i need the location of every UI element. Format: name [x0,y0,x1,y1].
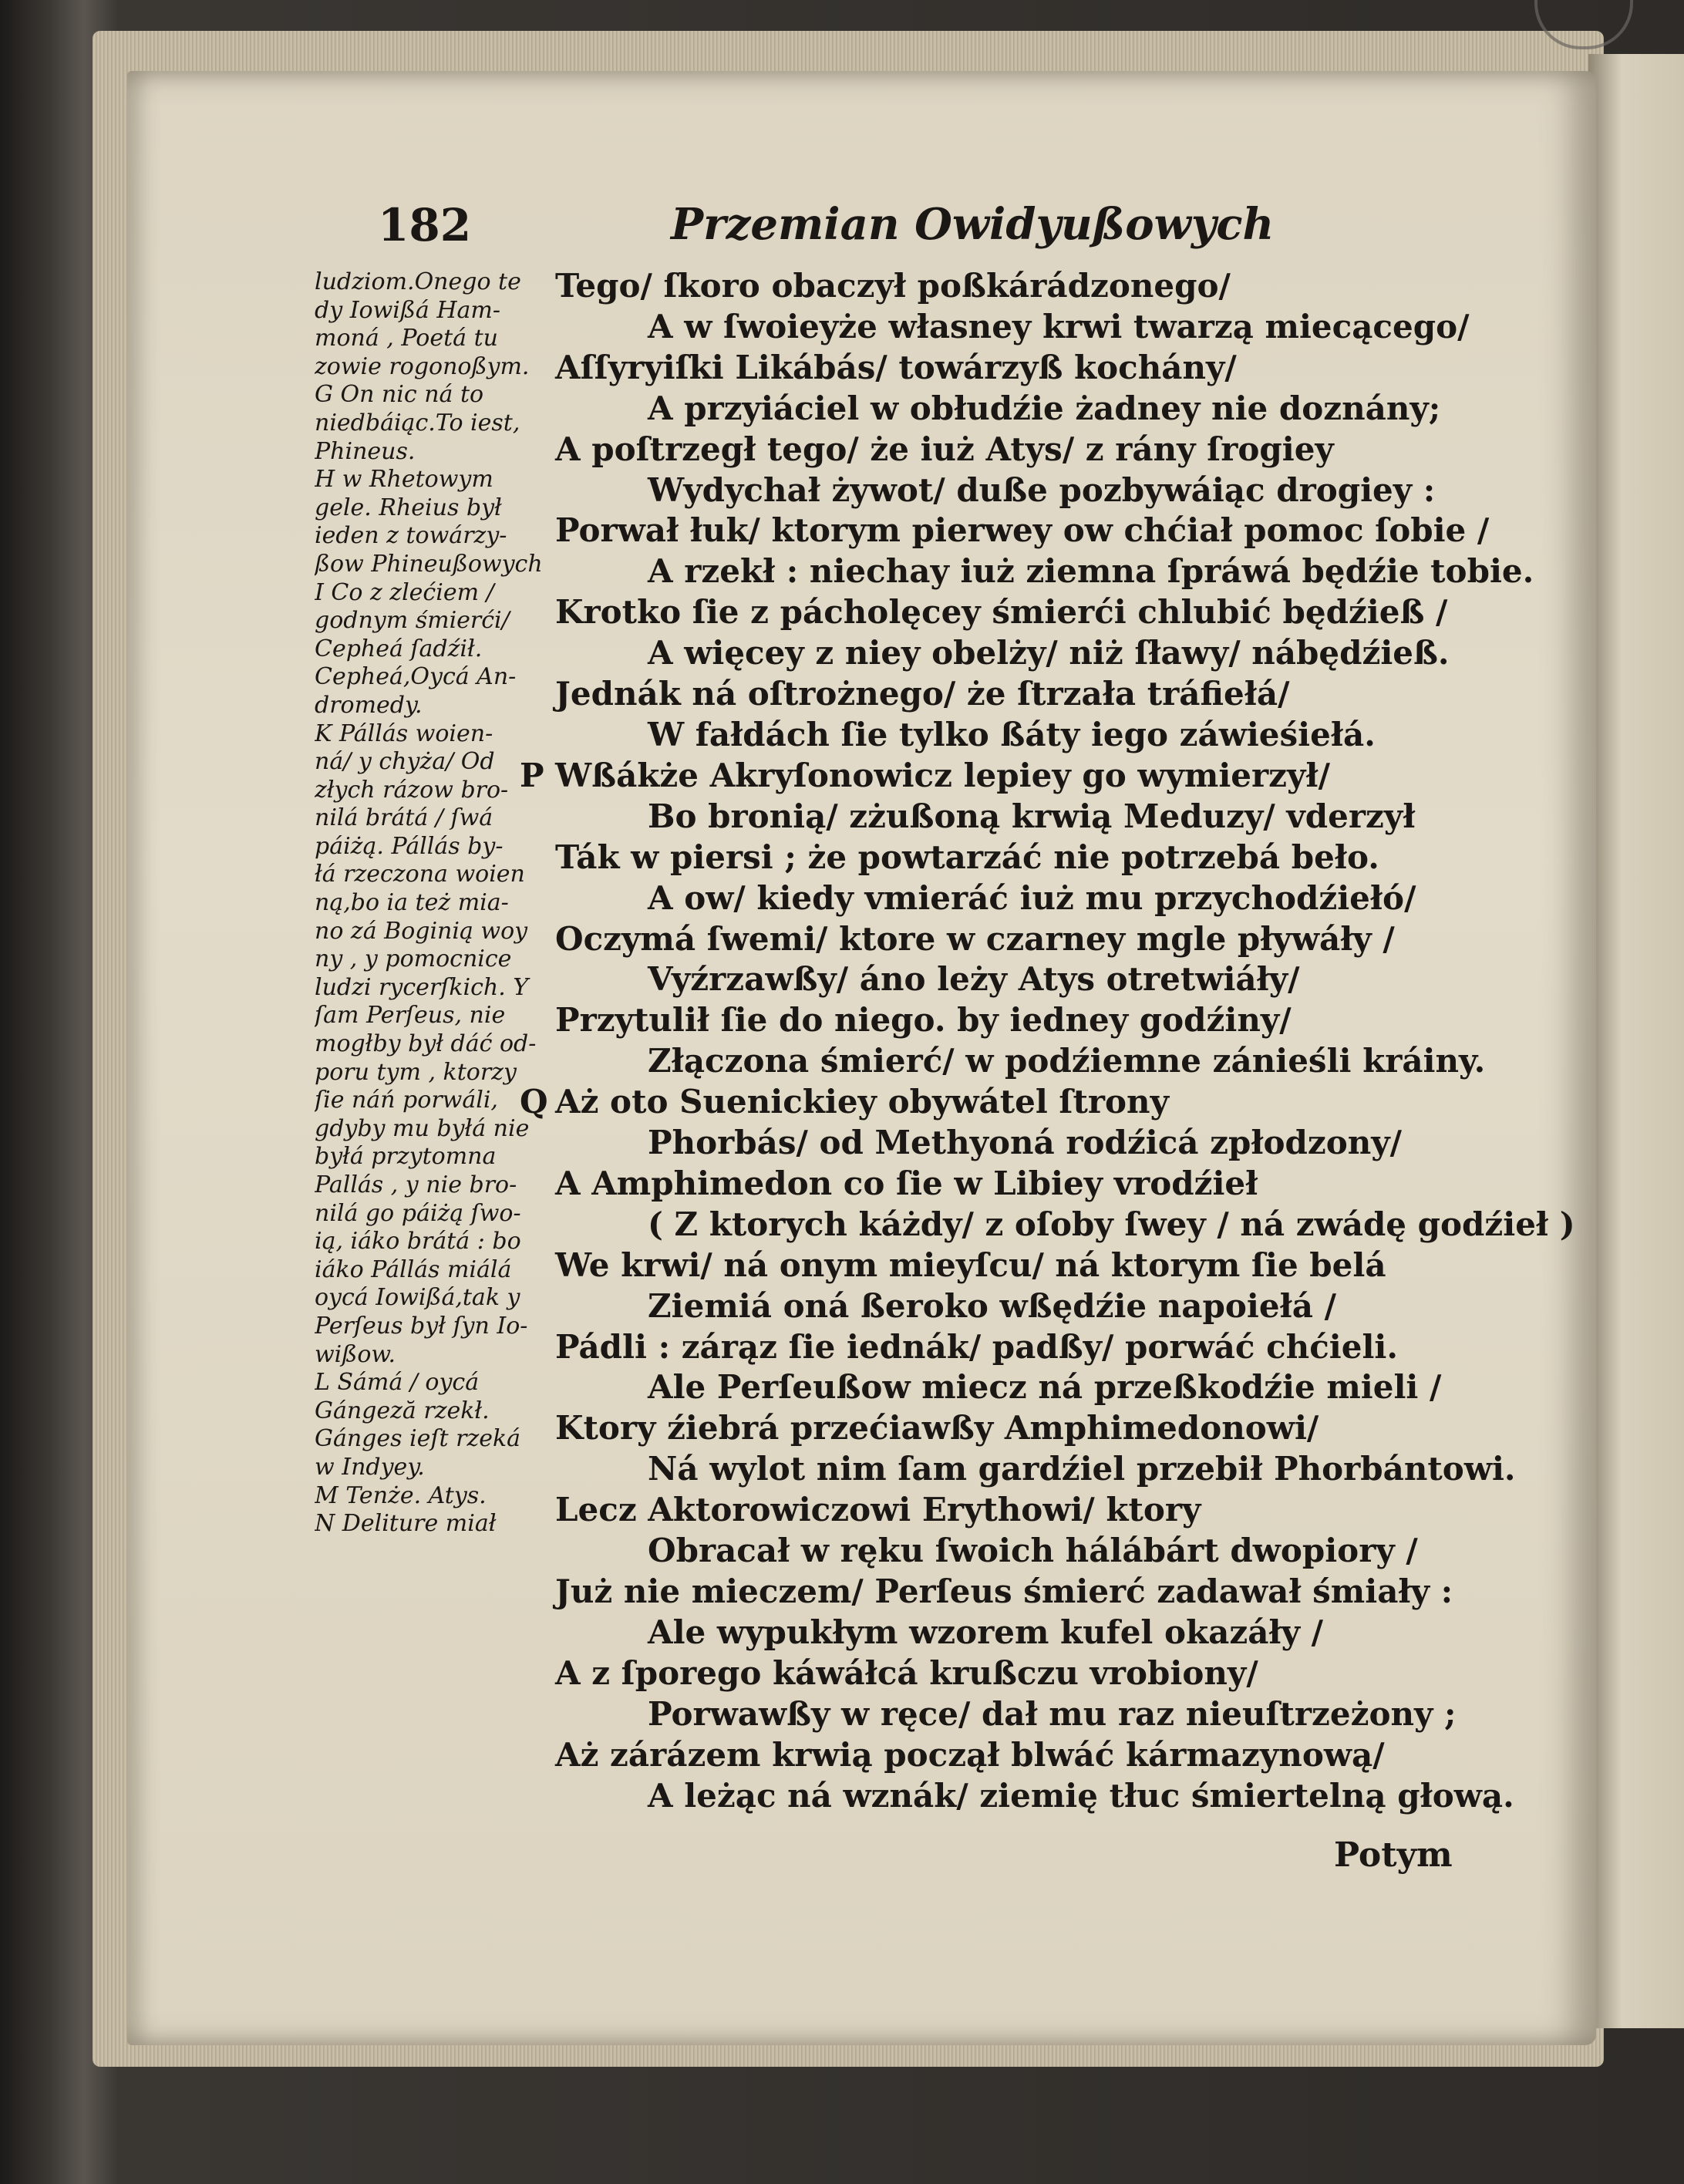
margin-note-line: łá rzeczona woien [315,861,525,888]
verse-line [555,838,1480,878]
margin-note-line: G On nic ná to [315,381,484,409]
margin-note-line: ią, iáko brátá : bo [315,1228,521,1255]
verse-line [555,348,1480,389]
verse-line [555,266,1480,307]
verse-line-text: Oczymá ſwemi/ ktore w czarney mgle pływáły / [555,919,1395,958]
verse-line [555,959,1480,1000]
margin-note-line: I Co z zlećiem / [315,578,494,606]
catchword: Potym [1334,1835,1453,1875]
verse-line [555,1490,1480,1531]
margin-note-line: Phineus. [315,437,416,465]
margin-notes [315,268,561,1539]
verse-line [555,1735,1480,1776]
verse-line-text: Pádli : zárąz ſie iednák/ padßy/ porwáć chćieli. [555,1327,1398,1366]
verse-line [555,1205,1575,1245]
facing-page-edge [1588,54,1684,2028]
margin-note-line: L Sámá / oycá [315,1369,480,1397]
margin-note-line: ſam Perſeus, nie [315,1002,506,1030]
margin-note-line: H w Rhetowym [315,466,493,494]
verse-line [555,797,1480,838]
verse-line [555,1531,1480,1572]
verse-line-text: Ná wylot nim ſam gardźiel przebił Phorbántowi. [648,1450,1516,1488]
margin-note-line: iáko Pállás miálá [315,1255,512,1283]
verse-line [555,1000,1480,1041]
verse-line-text: Obracał w ręku ſwoich hálábárt dwopiory / [648,1532,1418,1570]
verse-line [555,633,1480,674]
verse-line-text: ( Z ktorych káżdy/ z oſoby ſwey / ná zwádę godźieł ) [648,1205,1575,1243]
verse-line [555,1408,1480,1449]
verse-text [520,266,1575,1816]
margin-note-line: moná , Poetá tu [315,325,498,352]
verse-line-text: Ziemiá oná ßeroko wßędźie napoiełá / [648,1286,1336,1325]
verse-line-text: Bo bronią/ zżußoną krwią Meduzy/ vderzył [648,797,1416,835]
margin-note-line: Gánges ieſt rzeká [315,1425,521,1453]
margin-note-line: zowie rogonoßym. [315,352,530,380]
page-number: 182 [378,199,472,251]
verse-line [555,674,1480,715]
verse-line [555,1776,1514,1817]
verse-line-text: A więcey z niey obelży/ niż ſławy/ nábędźieß. [648,634,1450,672]
verse-line-text: Aſſyryiſki Likábás/ towárzyß kochány/ [555,348,1237,386]
verse-line [555,1572,1480,1613]
verse-line-text: Ale wypukłym wzorem kufel okazáły / [648,1613,1323,1651]
margin-note-line: ną,bo ia też mia- [315,889,509,917]
verse-line-text: Phorbás/ od Methyoná rodźicá zpłodzony/ [648,1124,1403,1162]
margin-note-line: no zá Boginią woy [315,917,528,945]
margin-note-line: niedbáiąc.To iest, [315,409,520,436]
verse-line [555,1286,1480,1327]
verse-line [555,1367,1480,1408]
margin-note-line: ſie náń porwáli, [315,1087,498,1114]
margin-note-line: dromedy. [315,691,423,719]
verse-line [555,389,1480,430]
margin-note-line: Gángeză rzekł. [315,1397,490,1424]
margin-note-line: ieden z towárzy- [315,522,507,550]
margin-note-line: gdyby mu byłá nie [315,1114,530,1142]
margin-note-line: Perſeus był ſyn Io- [315,1312,528,1340]
verse-line [555,1041,1486,1082]
verse-line [520,1082,1480,1123]
verse-line-text: Wydychał żywot/ duße pozbywáiąc drogiey : [648,470,1436,509]
verse-line-text: A rzekł : niechay iuż ziemna ſpráwá będźie tobie. [648,552,1534,591]
margin-note-line: ludzi rycerſkich. Y [315,973,529,1001]
margin-note-line: Cepheá,Oycá An- [315,663,517,691]
verse-line-text: A przyiáciel w obłudźie żadney nie doznány; [648,389,1441,427]
margin-note-line: nilá brátá / ſwá [315,804,493,832]
margin-note-line: ny , y pomocnice [315,945,512,973]
verse-line [555,592,1480,633]
margin-note-line: złych rázow bro- [315,776,509,804]
margin-note-line: M Tenże. Atys. [315,1481,487,1509]
margin-note-line: ludziom.Onego te [315,268,521,295]
verse-line [555,511,1490,551]
verse-line-text: A w ſwoieyże własney krwi twarzą miecącego/ [648,307,1470,345]
margin-note-line: wißow. [315,1340,396,1368]
margin-note-line: ná/ y chyża/ Od [315,748,495,776]
verse-line [555,470,1480,511]
verse-line-text: Ktory źiebrá przećiawßy Amphimedonowi/ [555,1409,1319,1448]
verse-line [555,307,1480,348]
verse-line [555,919,1480,960]
verse-line-text: Wßákże Akryſonowicz lepiey go wymierzył/ [555,756,1330,794]
margin-note-line: dy Iowißá Ham- [315,296,500,324]
verse-line-text: Już nie mieczem/ Perſeus śmierć zadawał śmiały : [555,1572,1453,1610]
margin-note-line: K Pállás woien- [315,720,493,747]
verse-line-text: Aż oto Suenickiey obywátel ſtrony [555,1083,1169,1121]
verse-line-text: A z ſporego káwáłcá krußczu vrobiony/ [555,1653,1258,1692]
margin-note-line: páiżą. Pállás by- [315,832,504,860]
verse-line-text: Aż zárázem krwią począł blwáć kármazynową/ [555,1735,1385,1774]
verse-line [555,878,1480,919]
margin-note-line: w Indyey. [315,1453,425,1481]
margin-note-line: Pallás , y nie bro- [315,1171,517,1198]
margin-note-line: gele. Rheius był [315,494,502,521]
verse-line-text: W fałdách ſie tylko ßáty iego záwieśiełá. [648,715,1376,753]
note-marker: P [520,756,544,794]
verse-line-text: We krwi/ ná onym mieyſcu/ ná ktorym ſie belá [555,1245,1386,1284]
verse-line [555,1653,1480,1694]
verse-line-text: Jednák ná oſtrożnego/ że ſtrzała tráfiełá/ [555,675,1290,713]
verse-line [555,715,1480,756]
margin-note-line: poru tym , ktorzy [315,1058,517,1086]
verse-line [555,1123,1480,1164]
margin-note-line: N Deliture miał [315,1510,497,1538]
margin-note-line: mogłby był dáć od- [315,1030,537,1058]
verse-line [555,1245,1480,1286]
verse-line [555,551,1534,592]
verse-line-text: Vyźrzawßy/ áno leży Atys otretwiáły/ [648,960,1300,999]
margin-note-line: godnym śmierći/ [315,607,510,635]
margin-note-line: oycá Iowißá,tak y [315,1284,520,1312]
verse-line [555,1449,1516,1490]
verse-line-text: Krotko ſie z pácholęcey śmierći chlubić będźieß / [555,593,1448,632]
verse-line-text: A ow/ kiedy vmieráć iuż mu przychodźiełó/ [648,878,1416,917]
verse-line-text: Porwał łuk/ ktorym pierwey ow chćiał pomoc ſobie / [555,511,1490,550]
verse-line-text: Tego/ ſkoro obaczył poßkárádzonego/ [555,267,1231,305]
verse-line [555,1327,1480,1368]
margin-note-line: byłá przytomna [315,1143,497,1171]
margin-note-line: nilá go páiżą ſwo- [315,1199,521,1227]
verse-line [520,756,1480,797]
verse-line-text: Przytulił ſie do niego. by iedney godźiny/ [555,1001,1292,1040]
verse-line-text: Ale Perſeußow miecz ná przeßkodźie mieli / [648,1368,1442,1407]
margin-note-line: ßow Phineußowych [315,550,543,578]
verse-line-text: Złączona śmierć/ w podźiemne zánieśli kráiny. [648,1042,1486,1080]
verse-line [555,1613,1480,1653]
verse-line [555,1164,1480,1205]
verse-line-text: A Amphimedon co ſie w Libiey vrodźieł [555,1164,1258,1202]
margin-note-line: Cepheá ſadźił. [315,635,483,662]
verse-line-text: Lecz Aktorowiczowi Erythowi/ ktory [555,1491,1201,1529]
running-head: Przemian Owidyußowych [671,199,1275,250]
note-marker: Q [520,1083,548,1121]
verse-line [555,430,1480,470]
verse-line-text: Ták w piersi ; że powtarzáć nie potrzebá beło. [555,838,1379,876]
verse-line-text: A leżąc ná wznák/ ziemię tłuc śmiertelną głową. [648,1776,1514,1815]
verse-line-text: A poſtrzegł tego/ że iuż Atys/ z rány ſrogiey [555,430,1334,468]
verse-line-text: Porwawßy w ręce/ dał mu raz nieuſtrzeżony ; [648,1694,1457,1733]
verse-line [555,1694,1480,1735]
